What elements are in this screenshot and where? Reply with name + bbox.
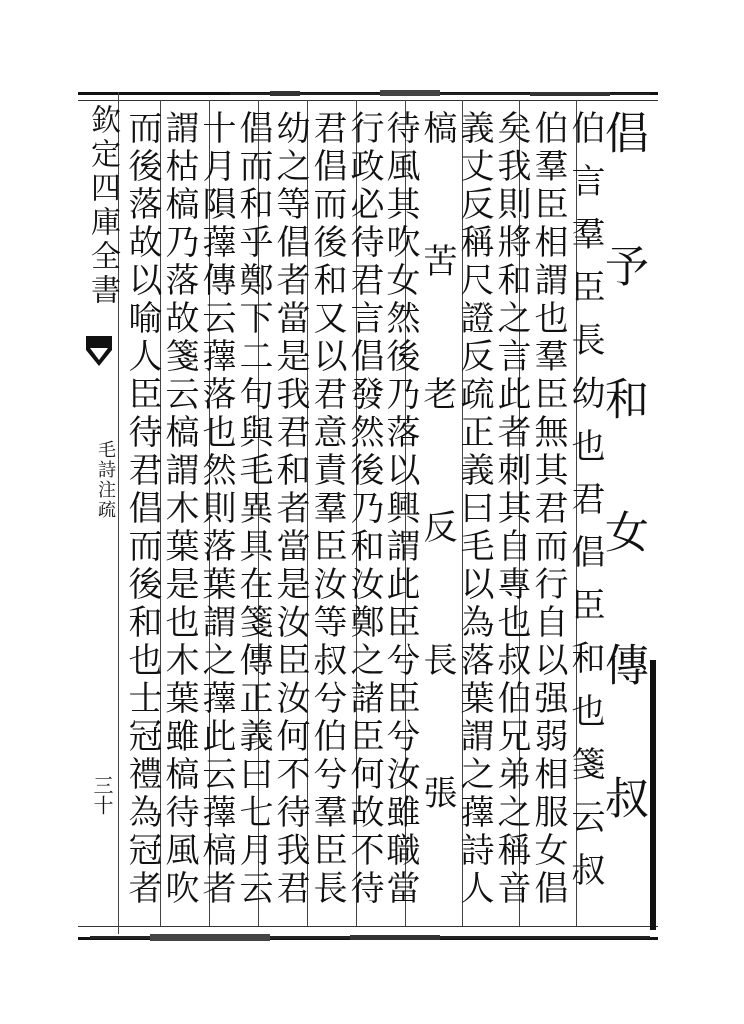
text-column-5-note: 槁苦老反長張: [417, 110, 457, 908]
book-title: 毛詩注疏: [95, 440, 116, 520]
edge-bar: [650, 660, 656, 930]
text-column-7: 行政必待君言倡發然後乃和汝鄭之諸臣何故不待: [344, 110, 384, 908]
text-column-4: 矣我則將和之言此者刺其自專也叔伯兄弟之稱音: [491, 110, 531, 908]
text-column-3: 伯羣臣相謂也羣臣無其君而行自以强弱相服女倡: [528, 110, 568, 908]
bottom-rule: [78, 926, 658, 927]
text-column-1: 倡予和女傳叔: [597, 110, 648, 908]
scan-noise-top: [230, 90, 650, 98]
collection-title: 欽定四庫全書: [85, 104, 120, 308]
text-column-11: 十月隕蘀傳云蘀落也然則落葉謂之蘀此云蘀槁者: [196, 110, 236, 908]
text-column-9: 幼之等倡者當是我君和者當是汝臣汝何不待我君: [270, 110, 310, 908]
page-number: 三十: [90, 775, 114, 815]
text-column-8: 君倡而後和又以君意責羣臣汝等叔兮伯兮羣臣長: [307, 110, 347, 908]
text-column-5: 義丈反稱尺證反疏正義曰毛以為落葉謂之蘀詩人: [454, 110, 494, 908]
text-column-12: 謂枯槁乃落故箋云槁謂木葉是也木葉雖槁待風吹: [159, 110, 199, 908]
text-column-10: 倡而和乎鄭下二句與毛異具在箋傳正義曰七月云: [233, 110, 273, 908]
scan-noise-bottom: [90, 934, 650, 942]
text-column-13: 而後落故以喻人臣待君倡而後和也士冠禮為冠者: [122, 110, 162, 908]
fishtail-mark-icon: [86, 336, 112, 370]
text-column-6: 待風其吹女然後乃落以興謂此臣兮臣兮汝雖職當: [380, 110, 420, 908]
top-rule: [78, 100, 658, 101]
text-column-2: 伯言羣臣長幼也君倡臣和也箋云叔: [565, 110, 605, 905]
